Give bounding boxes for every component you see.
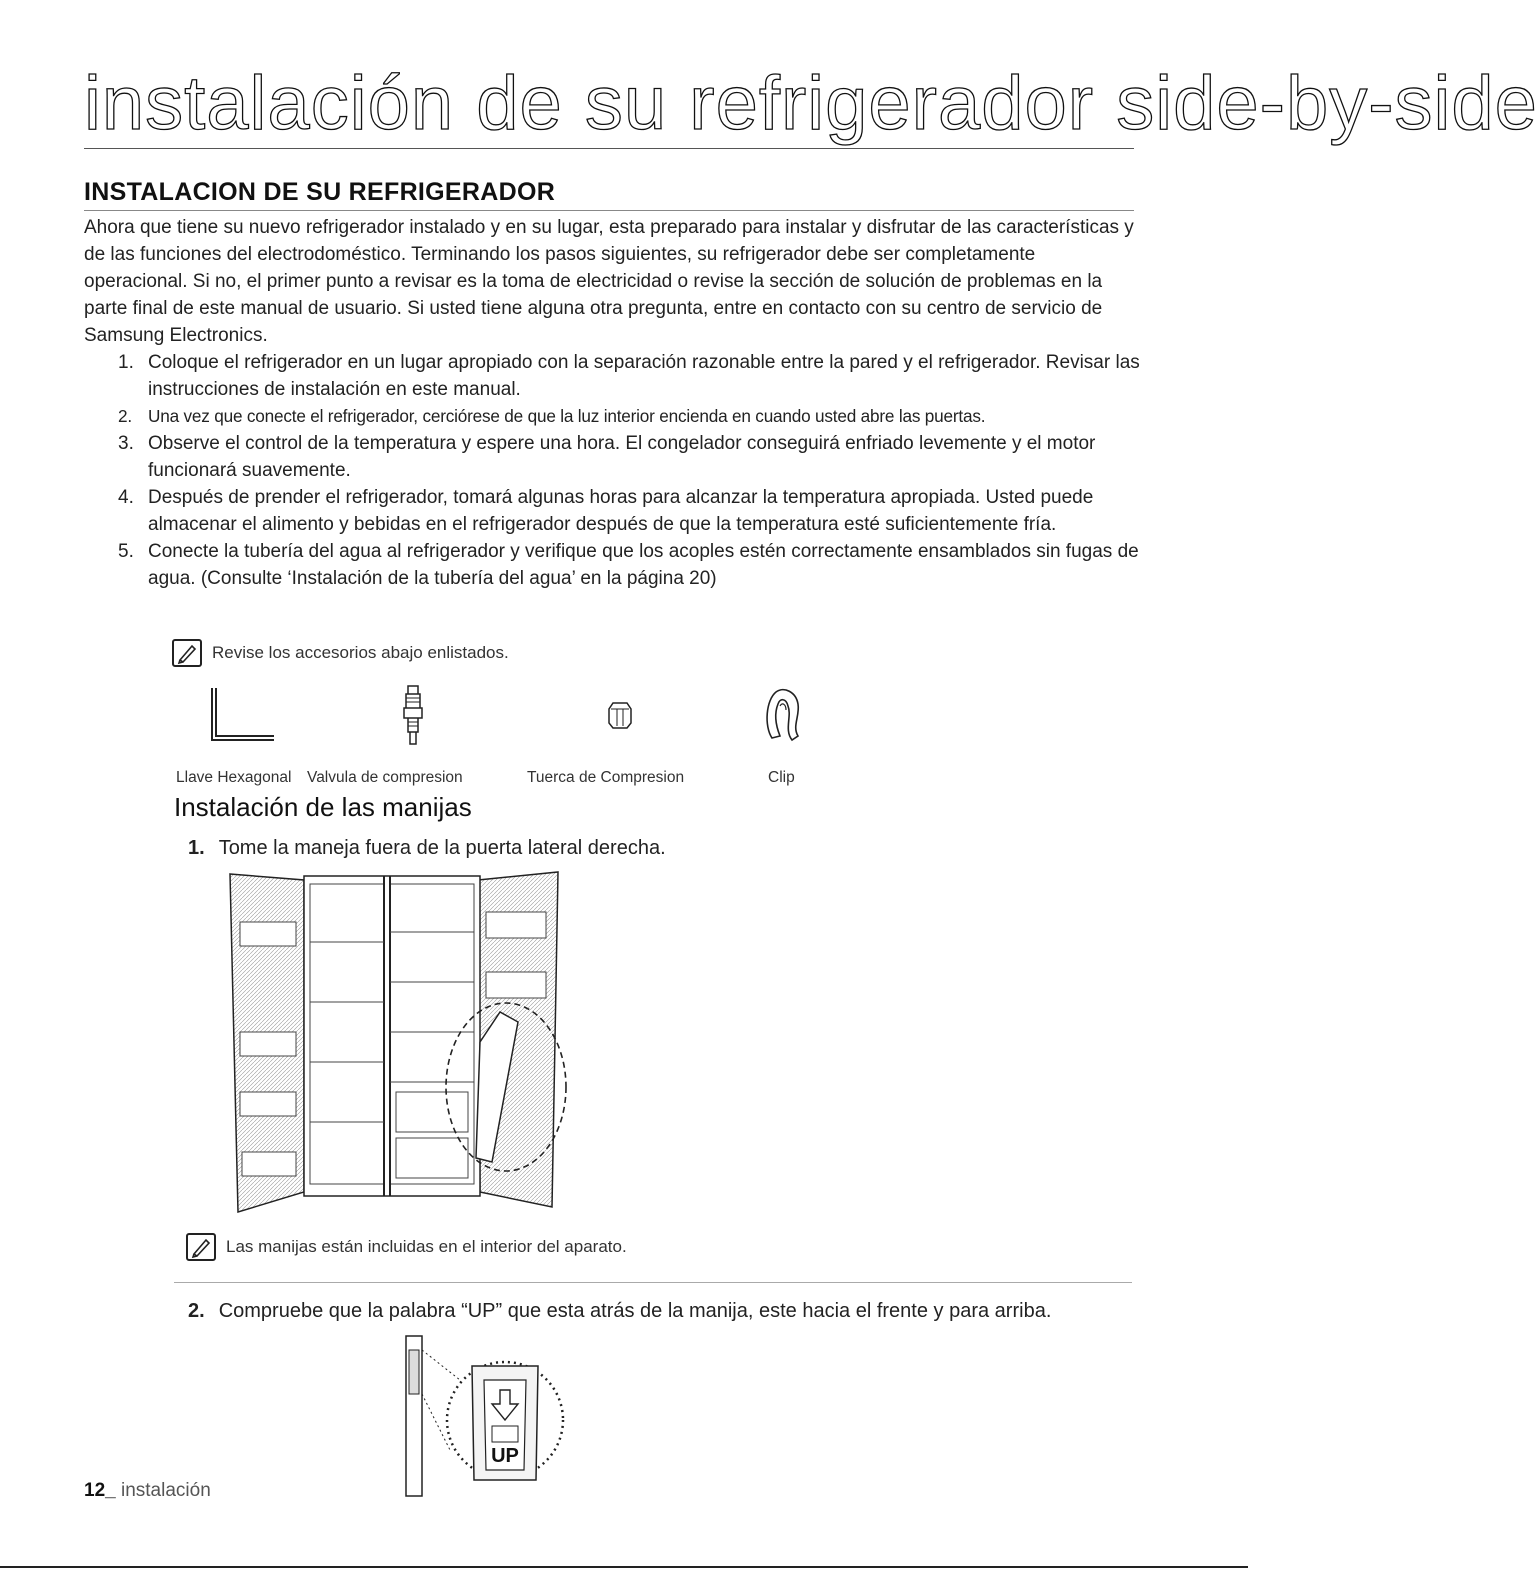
- up-label: UP: [491, 1445, 519, 1467]
- intro-paragraph: Ahora que tiene su nuevo refrigerador instalado y en su lugar, esta preparado para instalar y disfrutar de las características y de las funciones del electrodoméstico. Terminando los pasos siguientes, su refrigerador debe ser completamente operacional. Si no, el primer punto a revisar es la toma de electricidad o revise la sección de solución de problemas en la parte final de este manual de usuario. Si usted tiene alguna otra pregunta, entre en contacto con su centro de servicio de Samsung Electronics.: [84, 217, 1134, 346]
- accessory-label: Valvula de compresion: [307, 769, 463, 786]
- step-item: 4. Después de prender el refrigerador, tomará algunas horas para alcanzar la temperatura apropiada. Usted puede almacenar el alimento y bebidas en el refrigerador después de que la temperatura esté suficientemente fría.: [118, 487, 1094, 535]
- page-title: instalación de su refrigerador side-by-side: [84, 61, 1538, 146]
- compression-valve-icon: [398, 684, 428, 746]
- section-heading: INSTALACION DE SU REFRIGERADOR: [84, 178, 556, 206]
- step-item: 3. Observe el control de la temperatura y espere una hora. El congelador conseguirá enfriado levemente y el motor funcionará suavemente.: [118, 433, 1096, 481]
- accessories-note: [172, 639, 509, 667]
- accessory-label: Llave Hexagonal: [176, 769, 292, 786]
- heading-rule: [84, 210, 1134, 211]
- note-pencil-icon: [172, 639, 202, 667]
- installation-steps: [118, 349, 1148, 592]
- handle-up-illustration: [400, 1330, 570, 1500]
- clip-icon: [762, 686, 804, 744]
- step-item: 5. Conecte la tubería del agua al refrigerador y verifique que los acoples estén correctamente ensamblados sin fugas de agua. (Consulte ‘Instalación de la tubería del agua’ en la página 20): [118, 541, 1139, 589]
- hex-key-icon: [208, 686, 288, 746]
- handles-note: [186, 1233, 627, 1261]
- title-rule: [84, 148, 1134, 149]
- page-footer: [84, 1480, 211, 1502]
- bottom-rule: [0, 1566, 1248, 1568]
- compression-nut-icon: [605, 700, 635, 730]
- step-item: 2. Una vez que conecte el refrigerador, cerciórese de que la luz interior encienda en cuando usted abre las puertas.: [118, 406, 986, 426]
- handles-heading: Instalación de las manijas: [174, 792, 472, 822]
- note-pencil-icon: [186, 1233, 216, 1261]
- step-item: 1. Coloque el refrigerador en un lugar apropiado con la separación razonable entre la pared y el refrigerador. Revisar las instrucciones de instalación en este manual.: [118, 352, 1140, 400]
- accessory-label: Clip: [768, 769, 795, 786]
- handles-step-1: 1. Tome la maneja fuera de la puerta lateral derecha.: [188, 837, 666, 859]
- accessory-label: Tuerca de Compresion: [527, 769, 685, 786]
- page-number: 12_: [84, 1480, 116, 1501]
- accessories-note-text: Revise los accesorios abajo enlistados.: [212, 643, 509, 662]
- section-divider: [174, 1282, 1132, 1283]
- refrigerator-illustration: [218, 862, 578, 1232]
- handles-step-2: 2. Compruebe que la palabra “UP” que esta atrás de la manija, este hacia el frente y para arriba.: [188, 1300, 1052, 1322]
- handles-note-text: Las manijas están incluidas en el interior del aparato.: [226, 1237, 627, 1256]
- accessories-row: [150, 680, 850, 800]
- footer-section: instalación: [120, 1480, 211, 1501]
